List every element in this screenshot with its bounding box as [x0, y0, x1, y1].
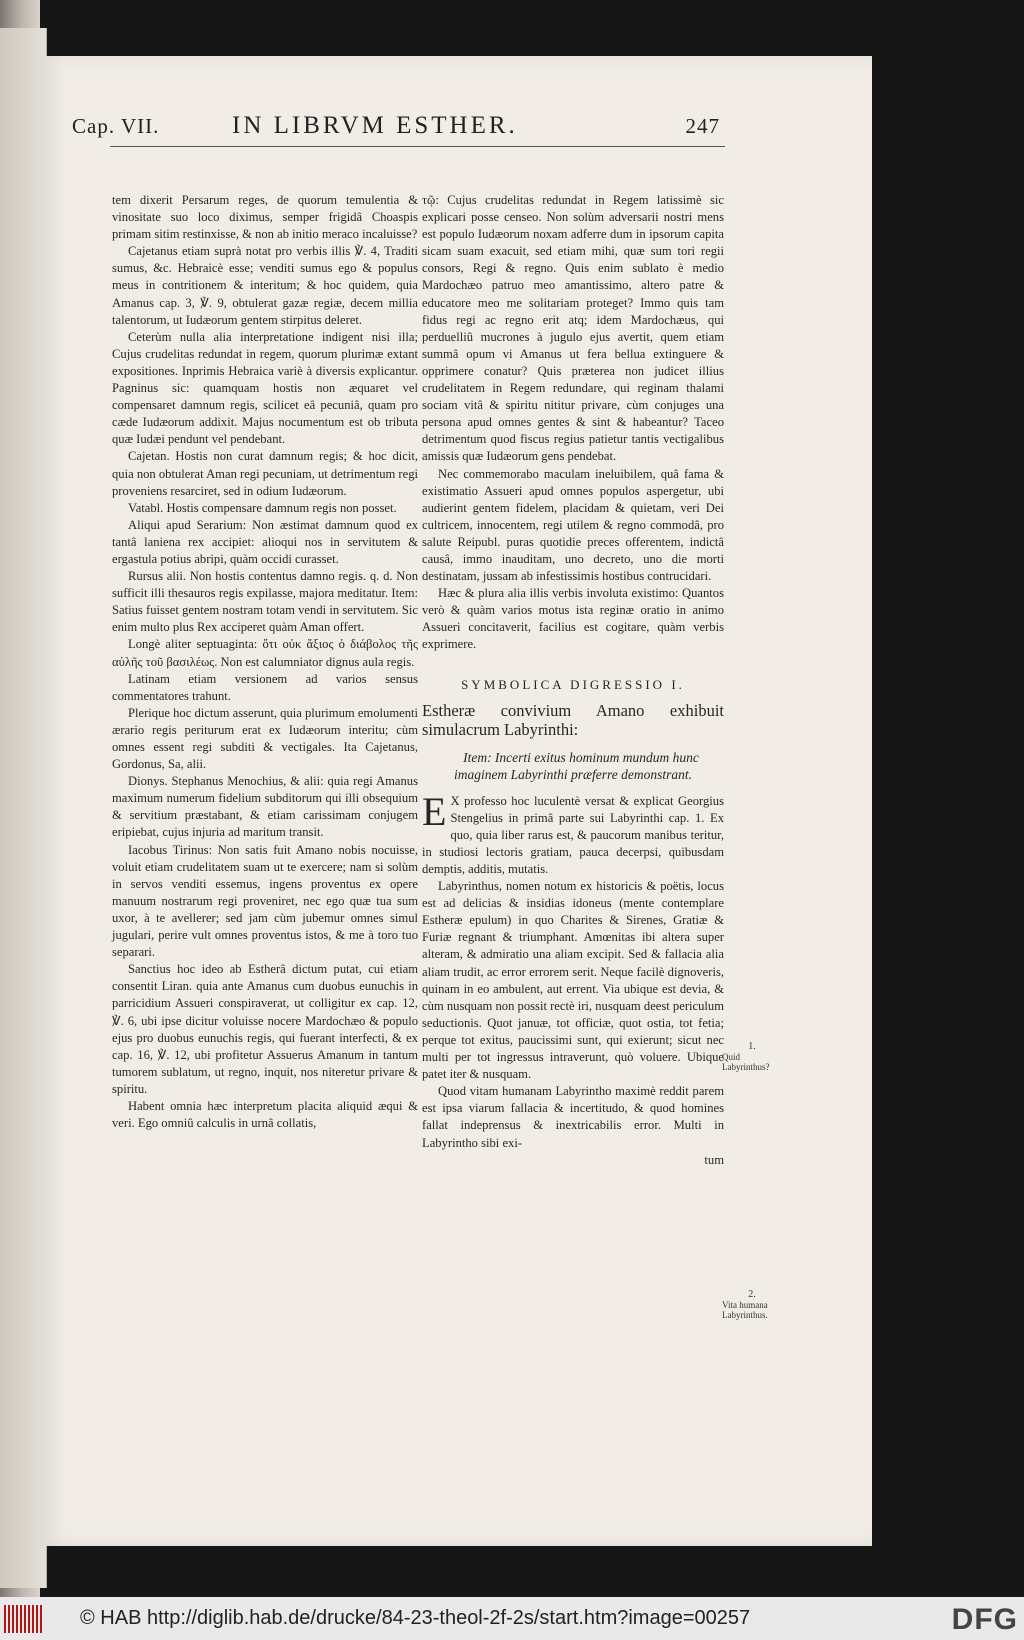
- paragraph: Rursus alii. Non hostis contentus damno regis. q. d. Non sufficit illi thesauros regis expilasse, majora meditatur. Item: Satius fuisset gentem nostram totam vendi in servitutem. Sic enim multo plus Rex acciperet quàm Aman offert.: [112, 569, 418, 635]
- paragraph: Ceterùm nulla alia interpretatione indigent nisi illa; Cujus crudelitas redundat in regem, quorum plurimæ extant expositiones. Inprimis Hebraica variè à diversis explicantur. Pagninus sic: quamquam hostis non æquaret vel compensaret damnum regis, scilicet eâ pecuniâ, quam pro cæde Iudæorum addixit. Majus nocumentum est ob tributa quæ Iudæi pendunt vel pendebant.: [112, 329, 418, 447]
- running-header: [72, 112, 720, 144]
- paragraph: Aliqui apud Serarium: Non æstimat damnum quod ex tantâ laniena rex accipiet: alioqui nos in servitutem & ergastula potius abripi, quàm occidi curasset.: [112, 517, 418, 566]
- margin-note: [722, 1290, 782, 1320]
- paragraph: Dionys. Stephanus Menochius, & alii: quia regi Amanus maximum numerum fidelium subditorum qui illi obsequium & servitium præstabant, & etiam carissimam conjugem eripiebat, cujus injuria ad maritum transit.: [112, 774, 418, 840]
- folio-number: 247: [685, 114, 720, 138]
- paragraph: Plerique hoc dictum asserunt, quia plurimum emolumenti ærario regis periturum erat ex Iudæorum interitu; cùm omnes essent regi subditi & vectigales. Ita Cajetanus, Gordonus, Sa, alii.: [112, 705, 418, 772]
- paragraph: Iacobus Tirinus: Non satis fuit Amano nobis nocuisse, voluit etiam crudelitatem suam ut te exercere; nam si solùm in servos venditi essemus, ingens proventus ex opere manuum nostrarum regi proveniret, nec ego quæ tua sum uxor, à te avellerer; sed jam cùm jubemur omnes simul jugulari, perire vult omnes proventus istos, & me à toro tuo separari.: [112, 842, 418, 960]
- paragraph: Quod vitam humanam Labyrintho maximè reddit parem est ipsa viarum fallacia & incertitudo, & quod homines fallat indeprensus & inextricabilis error. Multi in Labyrintho sibi exi-: [422, 1084, 724, 1150]
- left-column: [112, 192, 418, 1132]
- paragraph: Labyrinthus, nomen notum ex historicis & poëtis, locus est ad delicias & insidias idoneus (mente contemplare Estheræ epulum) in quo Charites & Sirenes, Gratiæ & Furiæ regnant & triumphant. Amœnitas ibi altera super alteram, & admiratio una aliam excipit. Sed & fallacia alia aliam trudit, ac error errorem serit. Neque facilè dignoveris, quinam in eo ambulent, aut errent. Via ubique est devia, & cùm nusquam non possit rectè iri, nusquam deest periculum seductionis. Quot januæ, tot officiæ, quot ostia, tot fetia; perque tot exitus, paucissimi sunt, qui exierunt; sicut nec multi per tot ingressus intraverunt, quò voluere. Ubique patet iter & nusquam.: [422, 879, 724, 1082]
- paragraph: τῷ: Cujus crudelitas redundat in Regem latissimè sic explicari posse censeo. Non solùm adversarii nostri mens est populo Iudæorum noxam adferre dum in ipsorum capita sicam suam exacuit, sed etiam mihi, quæ sum tori regii consors, Regi & regno. Quis enim sublato è medio Mardochæo patruo meo amantissimo, altero patre & educatore meo me solitariam proteget? Immo quis tam fidus regi ac regno erit atq; idem Mardochæus, qui perduelliû mucrones à jugulo ejus avertit, quem etiam summâ opum vi Amanus ut fera bellua extinguere & opprimere conatur? Quis præterea non judicet illius crudelitatem in Regem redundare, qui reginam thalami sociam vitâ & spiritu nititur privare, cùm conjuges una persona apud omnes gentes & sint & habeantur? Taceo detrimentum quod fiscus regius patietur tantis vectigalibus amissis quæ Iudæorum gens pendebat.: [422, 193, 724, 464]
- margin-note-text: Vita humana Labyrinthus.: [722, 1300, 768, 1320]
- paragraph: Habent omnia hæc interpretum placita aliquid æqui & veri. Ego omniû calculis in urnâ collatis,: [112, 1098, 418, 1131]
- drop-capital: E: [422, 788, 447, 834]
- viewer-footer: [0, 1597, 1024, 1640]
- digression-heading: Estheræ convivium Amano exhibuit simulacrum Labyrinthi:: [422, 700, 724, 739]
- paragraph: Longè aliter septuaginta: ὅτι οὐκ ἄξιος ὁ διάβολος τῆς αὐλῆς τοῦ βασιλέως. Non est calumniator dignus aula regis.: [112, 637, 418, 669]
- chapter-label: Cap. VII.: [72, 114, 160, 138]
- paragraph: Latinam etiam versionem ad varios sensus commentatores trahunt.: [112, 671, 418, 703]
- digression-label: SYMBOLICA DIGRESSIO I.: [461, 676, 685, 692]
- paragraph: Hæc & plura alia illis verbis involuta existimo: Quantos verò & quàm varios motus ista reginæ oratio in animo Assueri concitaverit, facilius est cogitare, quàm verbis exprimere.: [422, 586, 724, 652]
- right-column: [422, 192, 724, 1169]
- paragraph: Nec commemorabo maculam ineluibilem, quâ fama & existimatio Assueri apud omnes populos aspergetur, ubi audierint gentem fidelem, placidam & quietam, veri Dei cultricem, innocentem, regi utilem & regno commodâ, pro salute Reipubl. puras quotidie preces offerentem, indictâ causâ, immo inauditam, uno decreto, uno die morti destinatam, jussam ab infestissimis hostibus contrucidari.: [422, 466, 724, 584]
- margin-note: [722, 1042, 782, 1072]
- margin-note-number: 2.: [748, 1289, 756, 1300]
- paragraph: Cajetan. Hostis non curat damnum regis; & hoc dicit, quia non obtulerat Aman regi pecuniam, ut detrimentum regi proveniens resarciret, sed in odium Iudæorum.: [112, 449, 419, 498]
- paragraph: X professo hoc luculentè versat & explicat Georgius Stengelius in primâ parte sui Labyrinthi cap. 1. Ex quo, quia liber rarus est, & paucorum manibus teritur, in studiosi lectoris gratiam, pauca decerpsi, quibusdam demptis, additis, mutatis.: [422, 793, 724, 876]
- margin-note-number: 1.: [748, 1041, 756, 1052]
- margin-note-text: Quid Labyrinthus?: [722, 1052, 770, 1072]
- running-title: IN LIBRVM ESTHER.: [232, 112, 518, 139]
- paragraph: Sanctius hoc ideo ab Estherâ dictum putat, cui etiam consentit Liran. quia ante Amanus cum duobus eunuchis in parricidium Assueri conspiraverat, ut colligitur ex cap. 12, ℣. 6, ubi ipse dicitur voluisse nocere Mardochæo & populo ejus pro duobus eunuchis regis, qui fuerant interfecti, & ex cap. 16, ℣. 12, ubi profitetur Assuerus Amanum in tantum tumorem sublatum, ut regno, inquit, nos niteretur privare & spiritu.: [112, 962, 418, 1096]
- paragraph: Cajetanus etiam suprà notat pro verbis illis ℣. 4, Traditi sumus, &c. Hebraicè esse; venditi sumus ego & populus meus in contritionem & interitum; & hoc quidem, quia Amanus cap. 3, ℣. 9, obtulerat gazæ regiæ, decem millia talentorum, ut Iudæorum gentem stirpitus deleret.: [112, 244, 418, 327]
- barcode-icon: [4, 1605, 44, 1633]
- catchword: tum: [704, 1152, 724, 1167]
- digression-subheading: Item: Incerti exitus hominum mundum hunc imaginem Labyrinthi præferre demonstrant.: [454, 749, 699, 782]
- header-rule: [110, 146, 725, 147]
- dfg-logo: DFG: [951, 1603, 1018, 1636]
- source-url[interactable]: © HAB http://diglib.hab.de/drucke/84-23-theol-2f-2s/start.htm?image=00257: [80, 1607, 751, 1629]
- paragraph: Vatabl. Hostis compensare damnum regis non posset.: [128, 500, 397, 515]
- paragraph: tem dixerit Persarum reges, de quorum temulentia & vinositate suo loco diximus, semper frigidâ Choaspis primam sitim restinxisse, & non ab initio meraco incaluisse?: [112, 193, 418, 242]
